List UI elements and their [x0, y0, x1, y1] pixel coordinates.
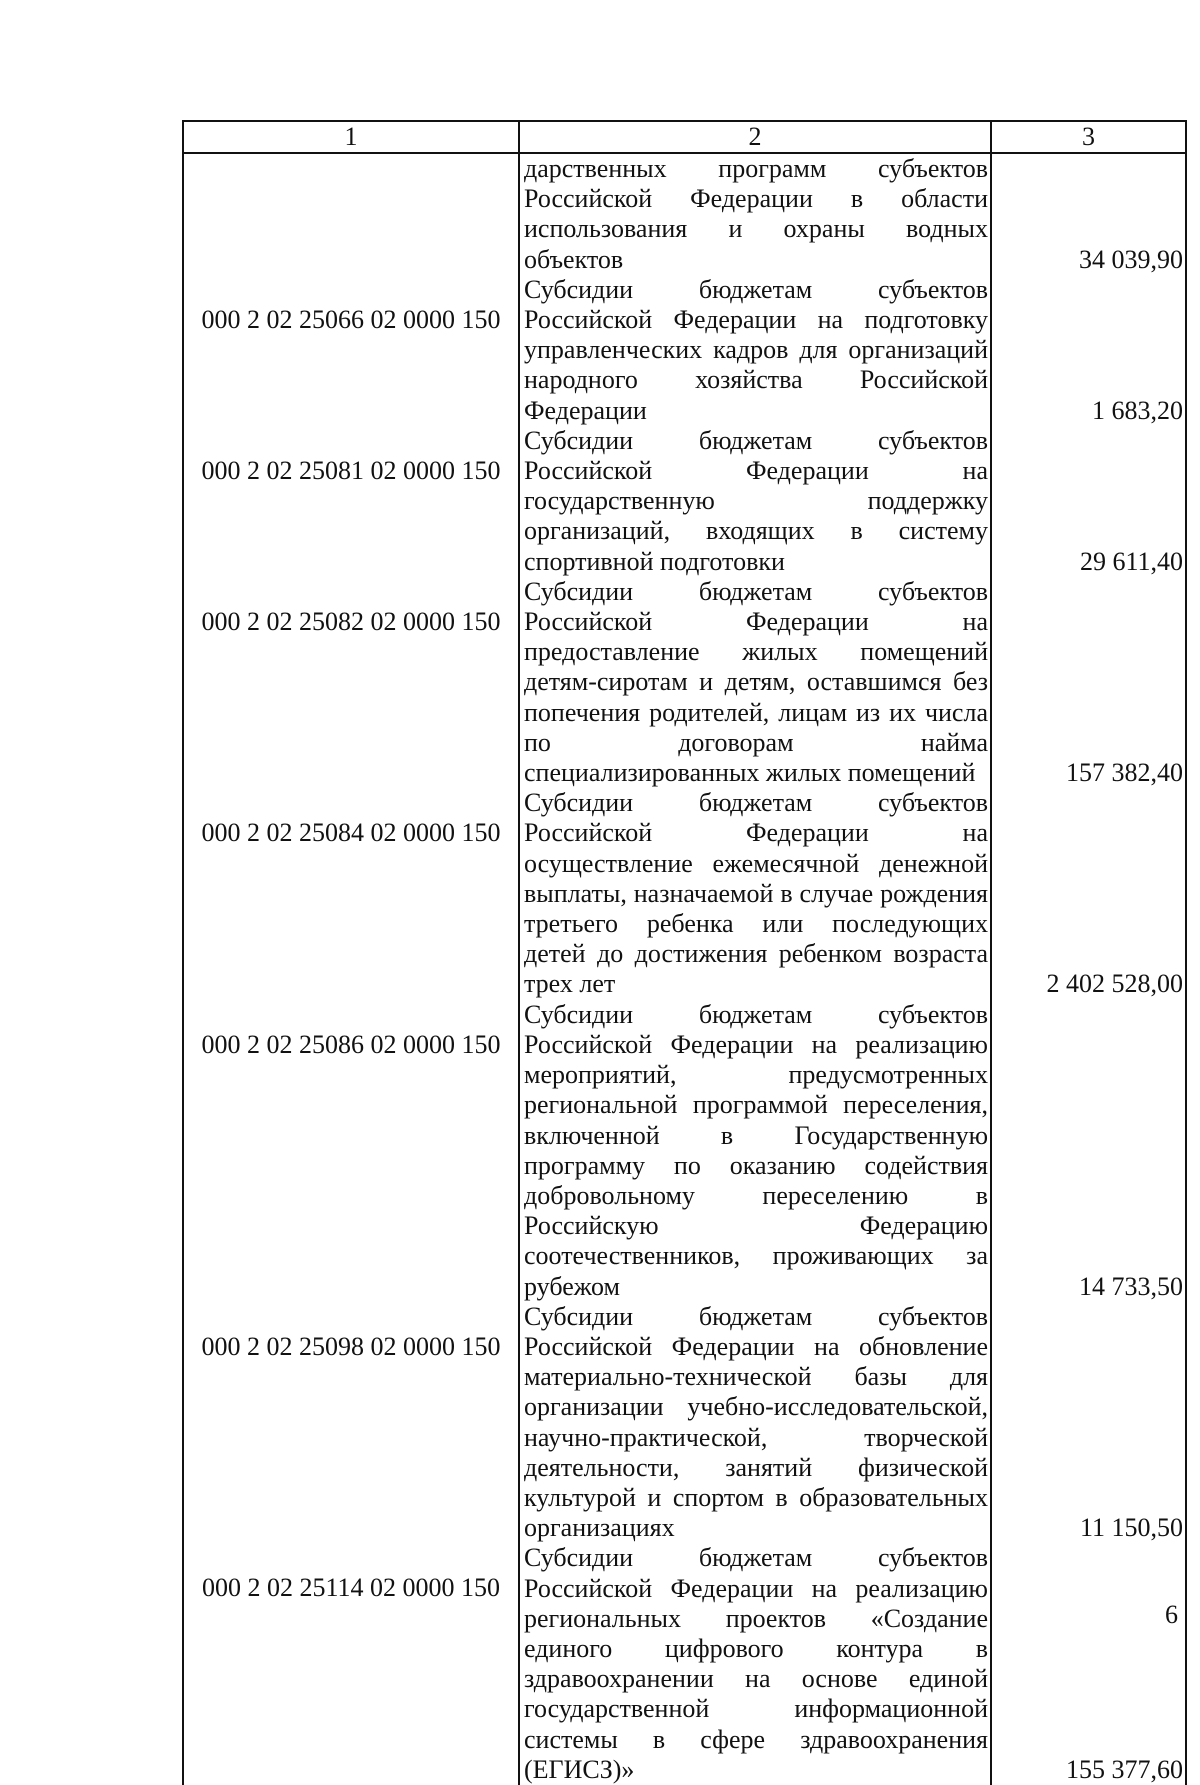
budget-code-cell: 000 2 02 25086 02 0000 150	[183, 1000, 519, 1302]
budget-code-cell: 000 2 02 25081 02 0000 150	[183, 426, 519, 577]
table-row	[183, 426, 1186, 577]
description-cell: Субсидии бюджетам субъектов Российской Федерации на осуществление ежемесячной денежной выплаты, назначаемой в случае рождения третьего ребенка или последующих детей до достижения ребенком возраста трех лет	[519, 788, 991, 999]
table-row	[183, 153, 1186, 275]
amount-cell: 2 402 528,00	[991, 788, 1186, 999]
budget-code-cell: 000 2 02 25082 02 0000 150	[183, 577, 519, 788]
amount-cell: 157 382,40	[991, 577, 1186, 788]
table-row	[183, 1302, 1186, 1544]
amount-cell: 14 733,50	[991, 1000, 1186, 1302]
table-row	[183, 275, 1186, 426]
description-cell: Субсидии бюджетам субъектов Российской Федерации на государственную поддержку организаций, входящих в систему спортивной подготовки	[519, 426, 991, 577]
table-header	[183, 121, 1186, 153]
amount-cell: 1 683,20	[991, 275, 1186, 426]
description-cell: Субсидии бюджетам субъектов Российской Федерации на подготовку управленческих кадров для организаций народного хозяйства Российской Федерации	[519, 275, 991, 426]
budget-code-cell	[183, 153, 519, 275]
table-row	[183, 788, 1186, 999]
budget-code-cell: 000 2 02 25098 02 0000 150	[183, 1302, 519, 1544]
table-row	[183, 1000, 1186, 1302]
table-row	[183, 577, 1186, 788]
description-cell: Субсидии бюджетам субъектов Российской Федерации на предоставление жилых помещений детям-сиротам и детям, оставшимся без попечения родителей, лицам из их числа по договорам найма специализированных жилых помещений	[519, 577, 991, 788]
page-number: 6	[1165, 1600, 1178, 1629]
description-cell: Субсидии бюджетам субъектов Российской Федерации на реализацию региональных проектов «Создание единого цифрового контура в здравоохранении на основе единой государственной информационной системы в сфере здравоохранения (ЕГИСЗ)»	[519, 1543, 991, 1785]
amount-cell: 155 377,60	[991, 1543, 1186, 1785]
budget-code-cell: 000 2 02 25066 02 0000 150	[183, 275, 519, 426]
table-row	[183, 1543, 1186, 1785]
description-cell: Субсидии бюджетам субъектов Российской Федерации на обновление материально-технической базы для организации учебно-исследовательской, научно-практической, творческой деятельности, занятий физической культурой и спортом в образовательных организациях	[519, 1302, 991, 1544]
column-header-amount: 3	[991, 121, 1186, 153]
amount-cell: 11 150,50	[991, 1302, 1186, 1544]
amount-cell: 29 611,40	[991, 426, 1186, 577]
description-cell: дарственных программ субъектов Российской Федерации в области использования и охраны водных объектов	[519, 153, 991, 275]
budget-code-cell: 000 2 02 25084 02 0000 150	[183, 788, 519, 999]
table-body	[183, 153, 1186, 1785]
description-cell: Субсидии бюджетам субъектов Российской Федерации на реализацию мероприятий, предусмотренных региональной программой переселения, включенной в Государственную программу по оказанию содействия добровольному переселению в Российскую Федерацию соотечественников, проживающих за рубежом	[519, 1000, 991, 1302]
amount-cell: 34 039,90	[991, 153, 1186, 275]
budget-table	[182, 120, 1187, 1785]
budget-code-cell: 000 2 02 25114 02 0000 150	[183, 1543, 519, 1785]
column-header-code: 1	[183, 121, 519, 153]
column-header-name: 2	[519, 121, 991, 153]
